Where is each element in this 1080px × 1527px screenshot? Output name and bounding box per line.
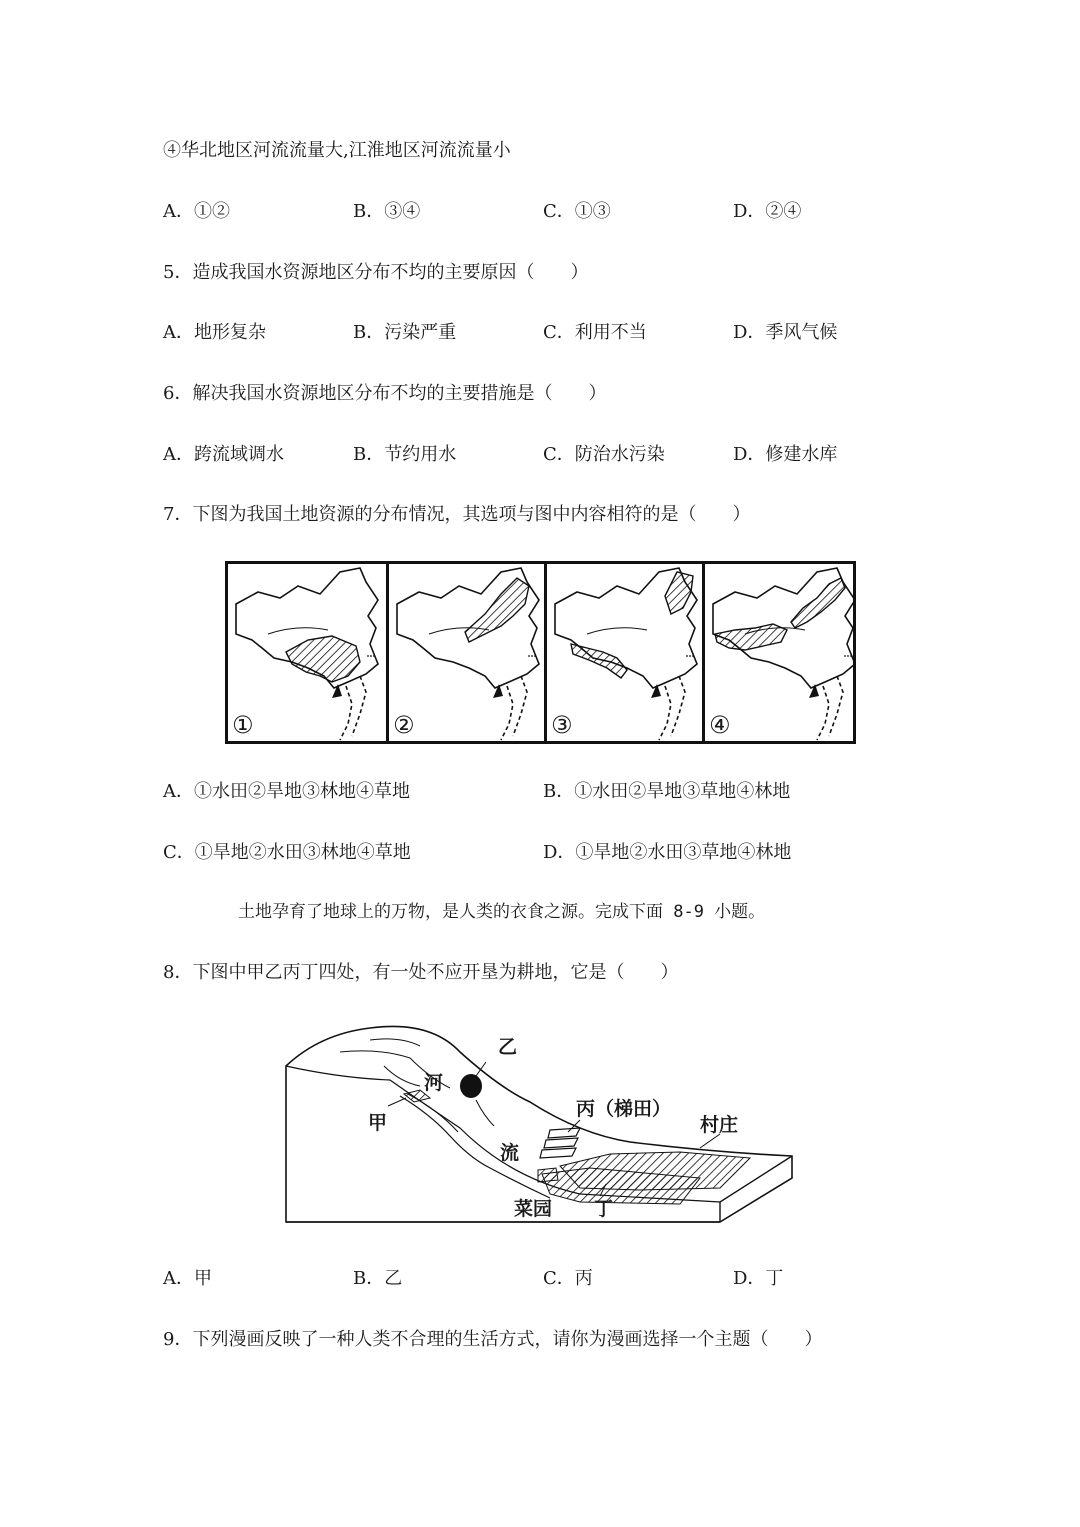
q4-option-d[interactable]: D．②④ xyxy=(733,201,802,222)
q9-stem: 9．下列漫画反映了一种人类不合理的生活方式，请你为漫画选择一个主题（ ） xyxy=(163,1329,823,1350)
label-ding: 丁 xyxy=(594,1198,614,1220)
q4-statement-4: ④华北地区河流流量大,江淮地区河流流量小 xyxy=(163,140,511,161)
map-panel-1 xyxy=(228,564,383,741)
map-panel-4 xyxy=(702,564,860,741)
q8-option-c[interactable]: C．丙 xyxy=(543,1268,593,1289)
q7-option-d[interactable]: D．①旱地②水田③草地④林地 xyxy=(543,842,792,863)
land-distribution-maps xyxy=(225,561,856,744)
q5-option-d[interactable]: D．季风气候 xyxy=(733,322,838,343)
label-he: 河 xyxy=(424,1072,444,1094)
farmland-diagram xyxy=(280,1018,800,1228)
q7-option-b[interactable]: B．①水田②旱地③草地④林地 xyxy=(543,781,791,802)
q4-option-b[interactable]: B．③④ xyxy=(353,201,421,222)
q8-option-b[interactable]: B．乙 xyxy=(353,1268,403,1289)
q4-option-a[interactable]: A．①② xyxy=(163,201,230,222)
q6-stem: 6．解决我国水资源地区分布不均的主要措施是（ ） xyxy=(163,383,607,404)
q5-stem: 5．造成我国水资源地区分布不均的主要原因（ ） xyxy=(163,262,589,283)
q7-option-c[interactable]: C．①旱地②水田③林地④草地 xyxy=(163,842,411,863)
q5-option-a[interactable]: A．地形复杂 xyxy=(163,322,266,343)
q5-option-b[interactable]: B．污染严重 xyxy=(353,322,457,343)
q8-option-a[interactable]: A．甲 xyxy=(163,1268,212,1289)
panel-number-4: ④ xyxy=(709,711,731,739)
q7-stem: 7．下图为我国土地资源的分布情况，其选项与图中内容相符的是（ ） xyxy=(163,504,751,525)
q4-option-c[interactable]: C．①③ xyxy=(543,201,611,222)
q6-option-b[interactable]: B．节约用水 xyxy=(353,444,457,465)
map-panel-2 xyxy=(386,564,544,741)
label-village: 村庄 xyxy=(700,1114,739,1136)
q6-option-a[interactable]: A．跨流域调水 xyxy=(163,444,284,465)
map-panel-3 xyxy=(544,564,702,741)
label-yi: 乙 xyxy=(498,1036,518,1058)
label-bing: 丙（梯田） xyxy=(576,1098,672,1120)
q5-option-c[interactable]: C．利用不当 xyxy=(543,322,647,343)
panel-number-3: ③ xyxy=(551,711,573,739)
panel-number-2: ② xyxy=(393,711,415,739)
label-liu: 流 xyxy=(500,1142,520,1164)
label-jia: 甲 xyxy=(368,1112,388,1134)
q8-stem: 8．下图中甲乙丙丁四处，有一处不应开垦为耕地，它是（ ） xyxy=(163,962,679,983)
section-intro: 土地孕育了地球上的万物，是人类的衣食之源。完成下面 8-9 小题。 xyxy=(238,902,766,922)
q6-option-c[interactable]: C．防治水污染 xyxy=(543,444,665,465)
q8-option-d[interactable]: D．丁 xyxy=(733,1268,784,1289)
q6-option-d[interactable]: D．修建水库 xyxy=(733,444,838,465)
q7-option-a[interactable]: A．①水田②旱地③林地④草地 xyxy=(163,781,410,802)
label-garden: 菜园 xyxy=(514,1198,553,1220)
panel-number-1: ① xyxy=(232,711,254,739)
